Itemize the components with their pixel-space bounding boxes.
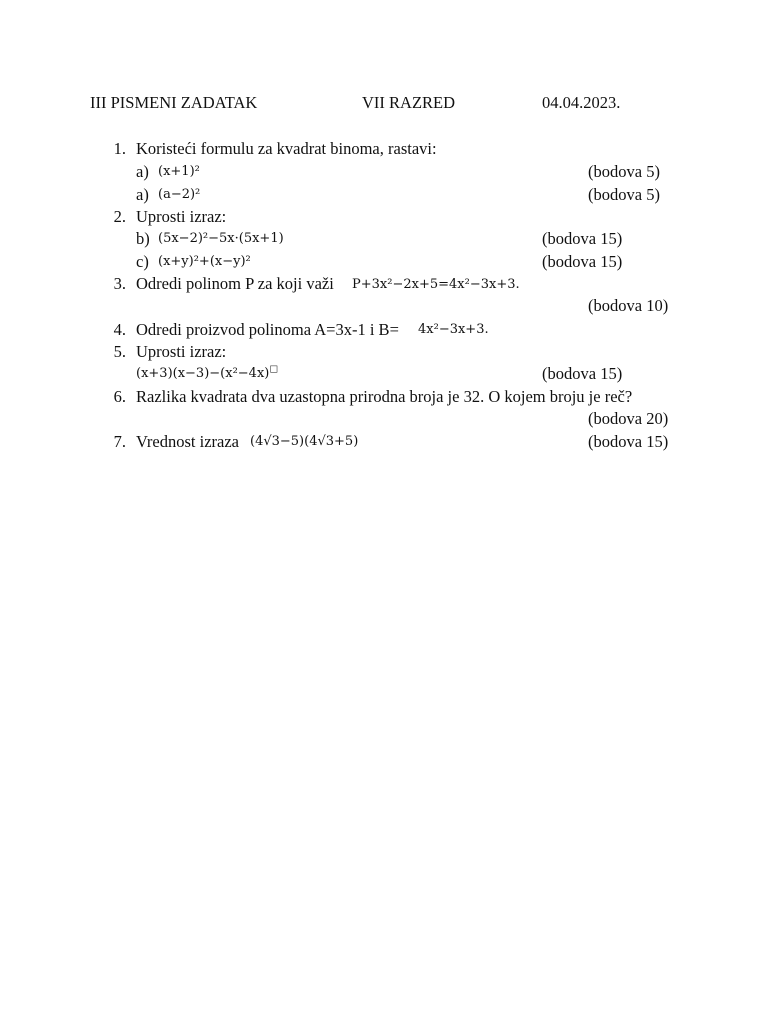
points-label: (bodova 15) (542, 229, 623, 248)
math-expression: (4√3−5)(4√3+5) (250, 434, 359, 449)
item-label: a) (136, 162, 149, 181)
exam-title: III PISMENI ZADATAK (90, 93, 258, 112)
item-label: b) (136, 229, 150, 248)
exam-date: 04.04.2023. (542, 93, 621, 112)
points-label: (bodova 15) (542, 252, 623, 271)
task-text: Koristeći formulu za kvadrat binoma, rastavi: (136, 139, 437, 158)
math-expression (136, 366, 278, 381)
math-expression: (x+1)² (158, 164, 200, 179)
grade-label: VII RAZRED (362, 93, 456, 112)
math-expression: 4x²−3x+3. (418, 322, 489, 337)
task-number: 6. (113, 387, 126, 406)
math-expression: (5x−2)²−5x·(5x+1) (158, 231, 284, 246)
task-number: 4. (113, 320, 126, 339)
points-label: (bodova 15) (588, 432, 669, 451)
points-label: (bodova 10) (588, 296, 669, 315)
task-number: 1. (113, 139, 126, 158)
item-label: c) (136, 252, 149, 271)
points-label: (bodova 5) (588, 162, 660, 181)
math-expression: P+3x²−2x+5=4x²−3x+3. (352, 277, 520, 292)
item-label: a) (136, 185, 149, 204)
math-expression: (x+y)²+(x−y)² (158, 254, 251, 269)
task-text: Razlika kvadrata dva uzastopna prirodna broja je 32. O kojem broju je reč? (136, 387, 633, 406)
points-label: (bodova 5) (588, 185, 660, 204)
task-number: 7. (113, 432, 126, 451)
placeholder-box-icon: □ (269, 364, 278, 375)
task-text: Vrednost izraza (136, 432, 239, 451)
task-text: Uprosti izraz: (136, 342, 227, 361)
math-expression-body: (x+3)(x−3)−(x²−4x) (136, 366, 270, 381)
task-text: Odredi proizvod polinoma A=3x-1 i B= (136, 320, 399, 339)
points-label: (bodova 15) (542, 364, 623, 383)
task-number: 2. (113, 207, 126, 226)
points-label: (bodova 20) (588, 409, 669, 428)
math-expression: (a−2)² (158, 187, 201, 202)
task-number: 5. (113, 342, 126, 361)
task-text: Uprosti izraz: (136, 207, 227, 226)
task-number: 3. (113, 274, 126, 293)
task-text: Odredi polinom P za koji važi (136, 274, 334, 293)
